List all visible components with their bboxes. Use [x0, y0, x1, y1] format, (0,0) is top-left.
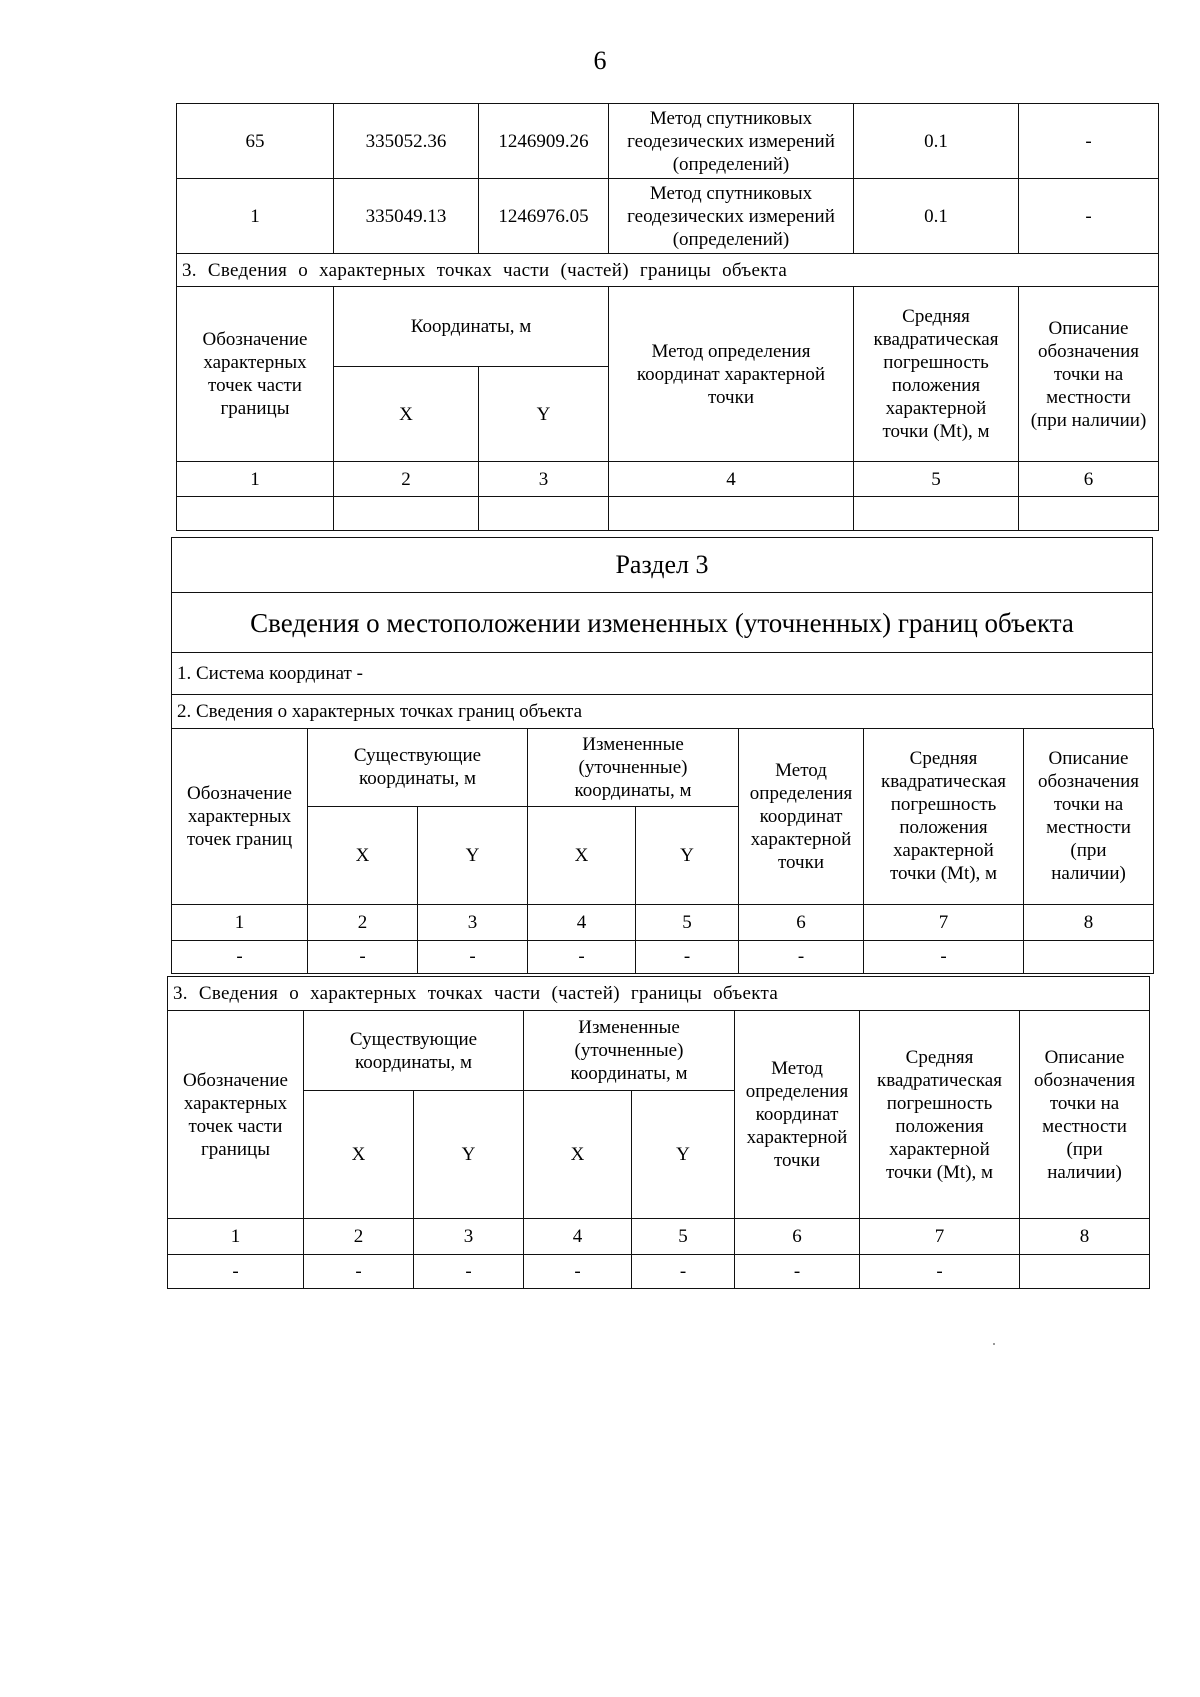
cell: -	[864, 940, 1024, 973]
cell: -	[308, 940, 418, 973]
column-numbers-row	[172, 904, 1154, 940]
description-cell: -	[1019, 104, 1159, 179]
header-existing-coordinates: Существующие координаты, м	[308, 728, 528, 806]
column-number: 1	[172, 904, 308, 940]
column-numbers-row	[177, 462, 1159, 497]
header-designation: Обозначение характерных точек части границы	[168, 1011, 304, 1219]
column-number: 2	[334, 462, 479, 497]
header-changed-coordinates: Измененные (уточненные) координаты, м	[528, 728, 739, 806]
header-y: Y	[479, 367, 609, 462]
accuracy-cell: 0.1	[854, 104, 1019, 179]
cell: -	[739, 940, 864, 973]
column-number: 6	[735, 1219, 860, 1255]
part-heading: 3. Сведения о характерных точках части (частей) границы объекта	[177, 254, 1159, 287]
header-coordinates: Координаты, м	[334, 287, 609, 367]
description-cell: -	[1019, 179, 1159, 254]
header-changed-coordinates: Измененные (уточненные) координаты, м	[524, 1011, 735, 1091]
cell: -	[860, 1255, 1020, 1289]
section-heading: Сведения о местоположении измененных (уточненных) границ объекта	[172, 593, 1153, 653]
coord-y: 1246976.05	[479, 179, 609, 254]
header-y: Y	[636, 806, 739, 904]
cell	[1024, 940, 1154, 973]
column-number: 3	[418, 904, 528, 940]
header-method: Метод определения координат характерной точки	[739, 728, 864, 904]
column-number: 4	[609, 462, 854, 497]
header-designation: Обозначение характерных точек границ	[172, 728, 308, 904]
column-number: 8	[1020, 1219, 1150, 1255]
table-row	[168, 1255, 1150, 1289]
cell: -	[168, 1255, 304, 1289]
column-number: 1	[177, 462, 334, 497]
part-heading: 3. Сведения о характерных точках части (частей) границы объекта	[168, 977, 1150, 1011]
coord-x: 335049.13	[334, 179, 479, 254]
method-cell: Метод спутниковых геодезических измерений (определений)	[609, 179, 854, 254]
header-x: X	[524, 1091, 632, 1219]
header-description: Описание обозначения точки на местности (при наличии)	[1019, 287, 1159, 462]
header-accuracy: Средняя квадратическая погрешность положения характерной точки (Mt), м	[860, 1011, 1020, 1219]
header-x: X	[304, 1091, 414, 1219]
method-cell: Метод спутниковых геодезических измерений (определений)	[609, 104, 854, 179]
header-method: Метод определения координат характерной точки	[609, 287, 854, 462]
column-number: 2	[308, 904, 418, 940]
point-number: 1	[177, 179, 334, 254]
section3-part-table	[167, 976, 1150, 1289]
top-table	[176, 103, 1159, 531]
scan-speck	[993, 1343, 995, 1345]
section3-heading-table	[171, 537, 1153, 729]
column-number: 3	[414, 1219, 524, 1255]
column-number: 1	[168, 1219, 304, 1255]
cell: -	[304, 1255, 414, 1289]
points-table	[171, 728, 1154, 974]
column-number: 7	[860, 1219, 1020, 1255]
header-y: Y	[632, 1091, 735, 1219]
section3-part-block	[167, 976, 1150, 1289]
header-y: Y	[414, 1091, 524, 1219]
header-description: Описание обозначения точки на местности (при наличии)	[1024, 728, 1154, 904]
section-title: Раздел 3	[172, 538, 1153, 593]
column-number: 4	[524, 1219, 632, 1255]
cell: -	[418, 940, 528, 973]
cell	[1020, 1255, 1150, 1289]
header-method: Метод определения координат характерной точки	[735, 1011, 860, 1219]
header-x: X	[308, 806, 418, 904]
cell: -	[632, 1255, 735, 1289]
header-existing-coordinates: Существующие координаты, м	[304, 1011, 524, 1091]
accuracy-cell: 0.1	[854, 179, 1019, 254]
cell: -	[735, 1255, 860, 1289]
column-number: 3	[479, 462, 609, 497]
column-number: 7	[864, 904, 1024, 940]
cell: -	[528, 940, 636, 973]
column-number: 5	[636, 904, 739, 940]
page-number: 6	[593, 46, 607, 75]
column-number: 6	[1019, 462, 1159, 497]
section3-block	[171, 537, 1154, 974]
cell: -	[172, 940, 308, 973]
coordinate-system: 1. Система координат -	[172, 653, 1153, 695]
column-numbers-row	[168, 1219, 1150, 1255]
column-number: 5	[632, 1219, 735, 1255]
cell: -	[414, 1255, 524, 1289]
point-number: 65	[177, 104, 334, 179]
coord-y: 1246909.26	[479, 104, 609, 179]
table-row	[172, 940, 1154, 973]
table-row	[177, 179, 1159, 254]
header-accuracy: Средняя квадратическая погрешность положения характерной точки (Mt), м	[854, 287, 1019, 462]
top-table-block	[176, 103, 1159, 531]
header-designation: Обозначение характерных точек части границы	[177, 287, 334, 462]
coord-x: 335052.36	[334, 104, 479, 179]
table-row	[177, 104, 1159, 179]
header-accuracy: Средняя квадратическая погрешность положения характерной точки (Mt), м	[864, 728, 1024, 904]
column-number: 2	[304, 1219, 414, 1255]
points-heading: 2. Сведения о характерных точках границ объекта	[172, 695, 1153, 729]
column-number: 4	[528, 904, 636, 940]
header-x: X	[528, 806, 636, 904]
column-number: 6	[739, 904, 864, 940]
cell: -	[524, 1255, 632, 1289]
cell: -	[636, 940, 739, 973]
header-x: X	[334, 367, 479, 462]
header-description: Описание обозначения точки на местности (при наличии)	[1020, 1011, 1150, 1219]
empty-row	[177, 497, 1159, 531]
header-y: Y	[418, 806, 528, 904]
column-number: 5	[854, 462, 1019, 497]
column-number: 8	[1024, 904, 1154, 940]
